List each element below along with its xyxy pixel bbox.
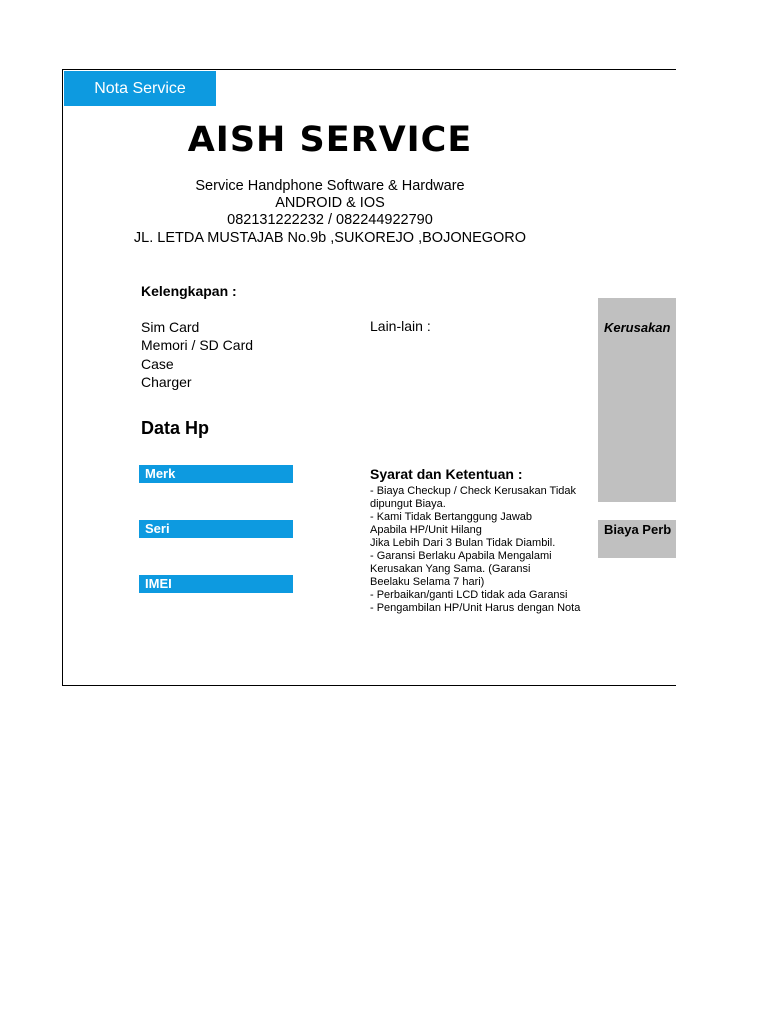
terms-line: Kerusakan Yang Sama. (Garansi bbox=[370, 563, 531, 575]
terms-line: - Biaya Checkup / Check Kerusakan Tidak bbox=[370, 485, 577, 497]
terms-line: - Perbaikan/ganti LCD tidak ada Garansi bbox=[370, 589, 568, 601]
shop-address: JL. LETDA MUSTAJAB No.9b ,SUKOREJO ,BOJONEGORO bbox=[133, 230, 527, 246]
data-hp-title: Data Hp bbox=[141, 418, 210, 438]
kelengkapan-item-charger: Charger bbox=[141, 374, 192, 390]
lain-lain-label: Lain-lain : bbox=[370, 318, 431, 334]
terms-line: Beelaku Selama 7 hari) bbox=[370, 576, 485, 588]
terms-line: - Kami Tidak Bertanggung Jawab bbox=[370, 511, 533, 523]
shop-platforms: ANDROID & IOS bbox=[275, 195, 385, 211]
kerusakan-box bbox=[598, 298, 676, 502]
kelengkapan-item-sim-card: Sim Card bbox=[141, 319, 200, 335]
terms-line: - Pengambilan HP/Unit Harus dengan Nota bbox=[370, 602, 581, 614]
shop-phones: 082131222232 / 082244922790 bbox=[227, 212, 433, 228]
kelengkapan-item-case: Case bbox=[141, 356, 174, 372]
kelengkapan-label: Kelengkapan : bbox=[141, 283, 237, 299]
imei-field: IMEI bbox=[139, 575, 293, 593]
merk-field: Merk bbox=[139, 465, 293, 483]
biaya-box bbox=[598, 520, 676, 558]
kerusakan-label: Kerusakan bbox=[604, 320, 671, 335]
terms-line: dipungut Biaya. bbox=[370, 498, 446, 510]
kelengkapan-item-memori: Memori / SD Card bbox=[141, 337, 254, 353]
seri-field: Seri bbox=[139, 520, 293, 538]
terms-line: - Garansi Berlaku Apabila Mengalami bbox=[370, 550, 552, 562]
nota-service-badge: Nota Service bbox=[64, 71, 216, 106]
shop-name: AISH SERVICE bbox=[187, 120, 473, 160]
terms-title: Syarat dan Ketentuan : bbox=[370, 466, 523, 482]
terms-line: Apabila HP/Unit Hilang bbox=[370, 524, 482, 536]
biaya-label: Biaya Perb bbox=[604, 522, 672, 537]
terms-list bbox=[370, 485, 595, 615]
shop-tagline: Service Handphone Software & Hardware bbox=[195, 178, 465, 194]
terms-line: Jika Lebih Dari 3 Bulan Tidak Diambil. bbox=[370, 537, 556, 549]
